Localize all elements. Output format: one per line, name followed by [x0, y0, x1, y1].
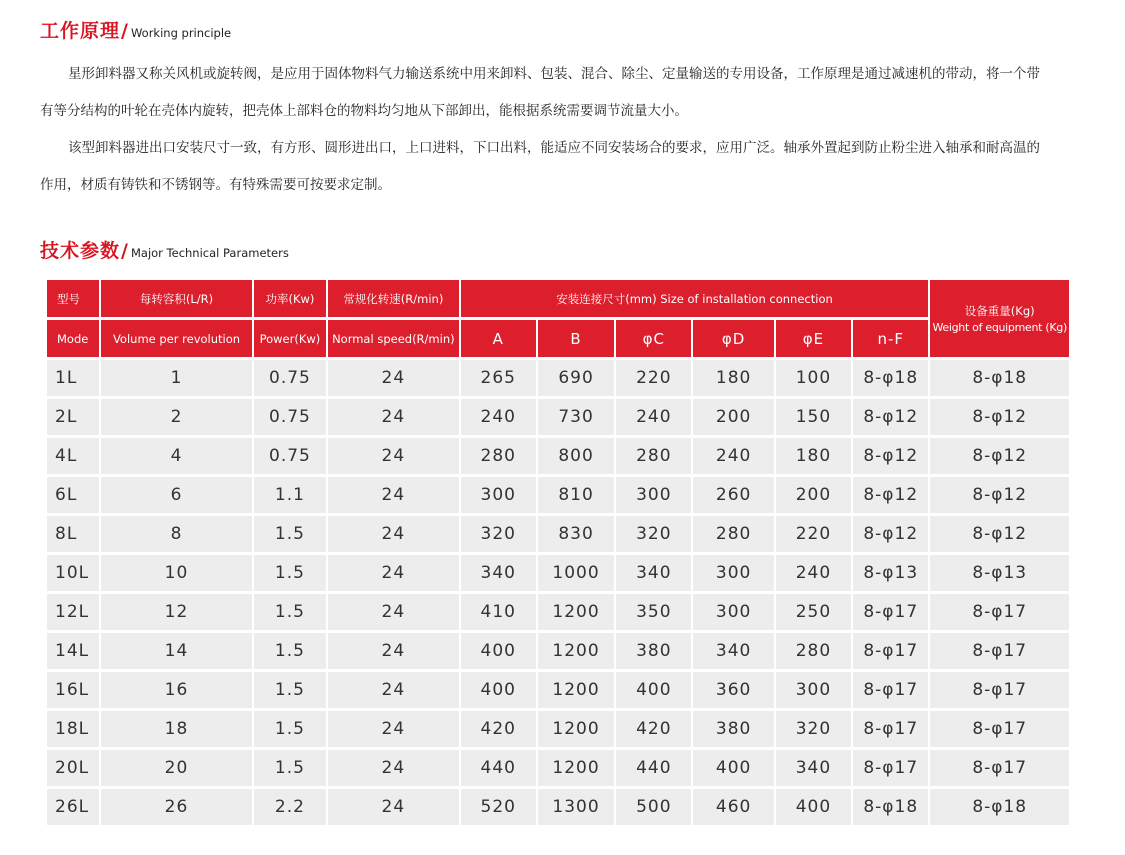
cell-a: 340 [461, 555, 536, 591]
cell-power: 0.75 [254, 360, 326, 396]
cell-speed: 24 [328, 360, 459, 396]
header-c: φC [616, 320, 691, 357]
cell-d: 300 [693, 555, 773, 591]
cell-weight: 8-φ18 [930, 789, 1069, 825]
cell-speed: 24 [328, 633, 459, 669]
technical-parameters-table [45, 277, 1071, 828]
table-row [47, 633, 1069, 669]
cell-speed: 24 [328, 750, 459, 786]
cell-power: 2.2 [254, 789, 326, 825]
cell-e: 300 [776, 672, 851, 708]
cell-model: 20L [47, 750, 99, 786]
header-volume-en: Volume per revolution [101, 320, 252, 357]
cell-power: 1.5 [254, 594, 326, 630]
cell-power: 1.1 [254, 477, 326, 513]
header-weight-en: Weight of equipment (Kg) [932, 321, 1067, 334]
cell-power: 1.5 [254, 750, 326, 786]
cell-weight: 8-φ17 [930, 750, 1069, 786]
cell-e: 150 [776, 399, 851, 435]
header-model-cn: 型号 [47, 280, 99, 317]
cell-c: 280 [616, 438, 691, 474]
cell-volume: 20 [101, 750, 252, 786]
working-principle-paragraph-1: 星形卸料器又称关风机或旋转阀，是应用于固体物料气力输送系统中用来卸料、包装、混合、除尘、定量输送的专用设备，工作原理是通过减速机的带动，将一个带有等分结构的叶轮在壳体内旋转，把壳体上部料仓的物料均匀地从下部卸出，能根据系统需要调节流量大小。 [40, 66, 1040, 119]
technical-parameters-title-cn: 技术参数 [40, 240, 121, 262]
cell-c: 400 [616, 672, 691, 708]
cell-a: 400 [461, 672, 536, 708]
cell-weight: 8-φ12 [930, 516, 1069, 552]
table-row [47, 711, 1069, 747]
cell-speed: 24 [328, 477, 459, 513]
cell-model: 14L [47, 633, 99, 669]
cell-b: 830 [538, 516, 614, 552]
cell-d: 400 [693, 750, 773, 786]
cell-e: 280 [776, 633, 851, 669]
cell-b: 1200 [538, 750, 614, 786]
working-principle-heading [40, 16, 231, 43]
header-speed-cn: 常规化转速(R/min) [328, 280, 459, 317]
cell-model: 26L [47, 789, 99, 825]
cell-a: 410 [461, 594, 536, 630]
technical-parameters-title-en: Major Technical Parameters [130, 246, 289, 260]
cell-volume: 16 [101, 672, 252, 708]
cell-speed: 24 [328, 789, 459, 825]
cell-d: 460 [693, 789, 773, 825]
cell-nf: 8-φ12 [853, 477, 928, 513]
cell-model: 12L [47, 594, 99, 630]
cell-c: 340 [616, 555, 691, 591]
cell-d: 340 [693, 633, 773, 669]
cell-volume: 26 [101, 789, 252, 825]
header-speed-en: Normal speed(R/min) [328, 320, 459, 357]
cell-speed: 24 [328, 438, 459, 474]
cell-nf: 8-φ12 [853, 516, 928, 552]
header-power-cn: 功率(Kw) [254, 280, 326, 317]
cell-model: 4L [47, 438, 99, 474]
cell-d: 200 [693, 399, 773, 435]
cell-nf: 8-φ13 [853, 555, 928, 591]
header-e: φE [776, 320, 851, 357]
table-row [47, 789, 1069, 825]
cell-weight: 8-φ12 [930, 477, 1069, 513]
header-d: φD [693, 320, 773, 357]
parameters-table-body [47, 360, 1069, 825]
cell-e: 100 [776, 360, 851, 396]
cell-d: 360 [693, 672, 773, 708]
cell-c: 240 [616, 399, 691, 435]
cell-b: 730 [538, 399, 614, 435]
cell-e: 320 [776, 711, 851, 747]
header-weight-cn: 设备重量(Kg) [964, 304, 1035, 318]
cell-nf: 8-φ18 [853, 789, 928, 825]
cell-nf: 8-φ12 [853, 438, 928, 474]
cell-weight: 8-φ18 [930, 360, 1069, 396]
table-row [47, 555, 1069, 591]
cell-speed: 24 [328, 711, 459, 747]
cell-volume: 2 [101, 399, 252, 435]
cell-e: 250 [776, 594, 851, 630]
cell-weight: 8-φ17 [930, 633, 1069, 669]
table-row [47, 399, 1069, 435]
table-row [47, 594, 1069, 630]
cell-power: 1.5 [254, 711, 326, 747]
table-row [47, 672, 1069, 708]
cell-e: 220 [776, 516, 851, 552]
cell-a: 420 [461, 711, 536, 747]
cell-b: 690 [538, 360, 614, 396]
cell-speed: 24 [328, 672, 459, 708]
cell-b: 810 [538, 477, 614, 513]
cell-b: 1200 [538, 633, 614, 669]
cell-b: 1300 [538, 789, 614, 825]
cell-c: 420 [616, 711, 691, 747]
header-power-en: Power(Kw) [254, 320, 326, 357]
header-nf: n-F [853, 320, 928, 357]
cell-c: 220 [616, 360, 691, 396]
cell-d: 280 [693, 516, 773, 552]
cell-volume: 1 [101, 360, 252, 396]
cell-nf: 8-φ12 [853, 399, 928, 435]
cell-speed: 24 [328, 399, 459, 435]
cell-volume: 12 [101, 594, 252, 630]
cell-model: 8L [47, 516, 99, 552]
cell-volume: 4 [101, 438, 252, 474]
cell-e: 180 [776, 438, 851, 474]
cell-c: 300 [616, 477, 691, 513]
cell-d: 380 [693, 711, 773, 747]
cell-c: 440 [616, 750, 691, 786]
header-model-en: Mode [47, 320, 99, 357]
cell-speed: 24 [328, 594, 459, 630]
table-row [47, 516, 1069, 552]
cell-power: 0.75 [254, 438, 326, 474]
cell-b: 1200 [538, 711, 614, 747]
cell-nf: 8-φ17 [853, 594, 928, 630]
working-principle-title-en: Working principle [130, 26, 232, 40]
cell-e: 340 [776, 750, 851, 786]
cell-d: 260 [693, 477, 773, 513]
cell-model: 18L [47, 711, 99, 747]
cell-c: 380 [616, 633, 691, 669]
cell-b: 800 [538, 438, 614, 474]
cell-e: 240 [776, 555, 851, 591]
cell-model: 10L [47, 555, 99, 591]
table-row [47, 360, 1069, 396]
cell-a: 520 [461, 789, 536, 825]
cell-nf: 8-φ17 [853, 633, 928, 669]
cell-power: 1.5 [254, 516, 326, 552]
cell-a: 300 [461, 477, 536, 513]
cell-weight: 8-φ17 [930, 711, 1069, 747]
cell-weight: 8-φ13 [930, 555, 1069, 591]
cell-power: 1.5 [254, 672, 326, 708]
cell-weight: 8-φ12 [930, 438, 1069, 474]
header-installation-size: 安装连接尺寸(mm) Size of installation connection [461, 280, 929, 317]
cell-model: 2L [47, 399, 99, 435]
cell-volume: 6 [101, 477, 252, 513]
cell-volume: 8 [101, 516, 252, 552]
cell-c: 320 [616, 516, 691, 552]
cell-a: 320 [461, 516, 536, 552]
header-weight [930, 280, 1069, 357]
cell-nf: 8-φ17 [853, 711, 928, 747]
cell-power: 1.5 [254, 555, 326, 591]
working-principle-title-cn: 工作原理 [40, 20, 121, 42]
cell-volume: 10 [101, 555, 252, 591]
cell-volume: 14 [101, 633, 252, 669]
cell-volume: 18 [101, 711, 252, 747]
header-volume-cn: 每转容积(L/R) [101, 280, 252, 317]
cell-a: 240 [461, 399, 536, 435]
cell-c: 350 [616, 594, 691, 630]
cell-d: 240 [693, 438, 773, 474]
cell-e: 400 [776, 789, 851, 825]
cell-b: 1000 [538, 555, 614, 591]
cell-nf: 8-φ17 [853, 750, 928, 786]
cell-b: 1200 [538, 672, 614, 708]
technical-parameters-heading [40, 236, 289, 263]
cell-a: 400 [461, 633, 536, 669]
table-row [47, 750, 1069, 786]
title-slash: / [121, 20, 128, 42]
cell-d: 180 [693, 360, 773, 396]
cell-weight: 8-φ12 [930, 399, 1069, 435]
cell-model: 16L [47, 672, 99, 708]
cell-c: 500 [616, 789, 691, 825]
cell-a: 440 [461, 750, 536, 786]
cell-weight: 8-φ17 [930, 594, 1069, 630]
cell-a: 265 [461, 360, 536, 396]
cell-d: 300 [693, 594, 773, 630]
working-principle-paragraph-2: 该型卸料器进出口安装尺寸一致，有方形、圆形进出口，上口进料，下口出料，能适应不同安装场合的要求，应用广泛。轴承外置起到防止粉尘进入轴承和耐高温的作用，材质有铸铁和不锈钢等。有特殊需要可按要求定制。 [40, 140, 1040, 193]
cell-model: 1L [47, 360, 99, 396]
cell-a: 280 [461, 438, 536, 474]
cell-nf: 8-φ18 [853, 360, 928, 396]
header-b: B [538, 320, 614, 357]
cell-e: 200 [776, 477, 851, 513]
cell-power: 0.75 [254, 399, 326, 435]
cell-speed: 24 [328, 555, 459, 591]
cell-weight: 8-φ17 [930, 672, 1069, 708]
cell-speed: 24 [328, 516, 459, 552]
header-a: A [461, 320, 536, 357]
cell-model: 6L [47, 477, 99, 513]
cell-b: 1200 [538, 594, 614, 630]
cell-power: 1.5 [254, 633, 326, 669]
cell-nf: 8-φ17 [853, 672, 928, 708]
table-row [47, 438, 1069, 474]
title-slash: / [121, 240, 128, 262]
table-row [47, 477, 1069, 513]
